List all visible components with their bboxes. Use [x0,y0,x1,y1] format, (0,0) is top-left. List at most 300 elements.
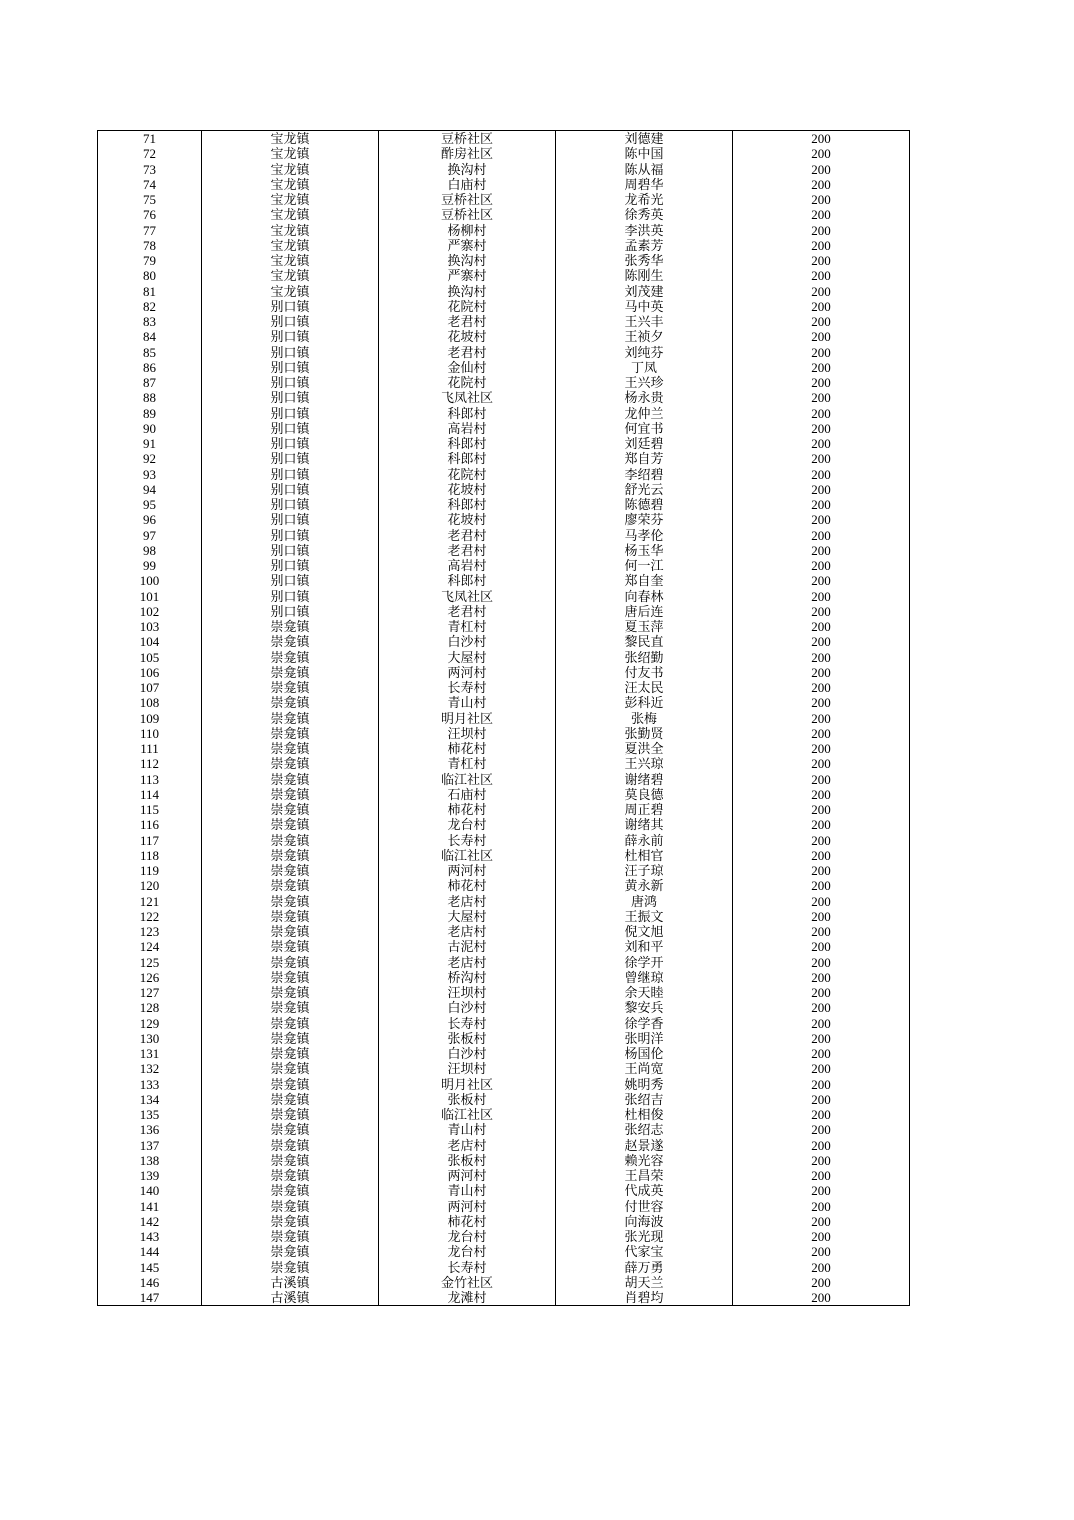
row-number-cell: 110 [98,726,202,741]
name-cell: 陈刚生 [556,268,733,283]
town-cell: 别口镇 [202,421,379,436]
amount-cell: 200 [733,619,910,634]
table-row [98,238,910,253]
name-cell: 何宜书 [556,421,733,436]
row-number-cell: 92 [98,451,202,466]
name-cell: 薛万勇 [556,1260,733,1275]
village-cell: 科郎村 [379,436,556,451]
town-cell: 崇龛镇 [202,1077,379,1092]
table-row [98,833,910,848]
table-row [98,726,910,741]
table-row [98,345,910,360]
village-cell: 老君村 [379,604,556,619]
town-cell: 崇龛镇 [202,970,379,985]
town-cell: 别口镇 [202,345,379,360]
table-row [98,497,910,512]
village-cell: 青山村 [379,695,556,710]
village-cell: 两河村 [379,665,556,680]
village-cell: 汪坝村 [379,985,556,1000]
amount-cell: 200 [733,131,910,147]
town-cell: 别口镇 [202,604,379,619]
town-cell: 崇龛镇 [202,878,379,893]
row-number-cell: 128 [98,1000,202,1015]
row-number-cell: 103 [98,619,202,634]
amount-cell: 200 [733,1077,910,1092]
amount-cell: 200 [733,1153,910,1168]
amount-cell: 200 [733,939,910,954]
town-cell: 崇龛镇 [202,985,379,1000]
town-cell: 崇龛镇 [202,787,379,802]
town-cell: 崇龛镇 [202,619,379,634]
town-cell: 宝龙镇 [202,284,379,299]
amount-cell: 200 [733,589,910,604]
table-row [98,741,910,756]
amount-cell: 200 [733,1092,910,1107]
amount-cell: 200 [733,1229,910,1244]
name-cell: 莫良德 [556,787,733,802]
row-number-cell: 78 [98,238,202,253]
name-cell: 张绍志 [556,1122,733,1137]
name-cell: 王尚宽 [556,1061,733,1076]
village-cell: 金竹社区 [379,1275,556,1290]
village-cell: 青山村 [379,1122,556,1137]
village-cell: 大屋村 [379,909,556,924]
name-cell: 张明洋 [556,1031,733,1046]
table-row [98,1016,910,1031]
name-cell: 徐秀英 [556,207,733,222]
table-row [98,406,910,421]
row-number-cell: 140 [98,1183,202,1198]
row-number-cell: 74 [98,177,202,192]
amount-cell: 200 [733,345,910,360]
table-row [98,1077,910,1092]
table-row [98,162,910,177]
amount-cell: 200 [733,650,910,665]
row-number-cell: 144 [98,1244,202,1259]
name-cell: 陈从福 [556,162,733,177]
row-number-cell: 146 [98,1275,202,1290]
name-cell: 夏洪全 [556,741,733,756]
amount-cell: 200 [733,146,910,161]
town-cell: 别口镇 [202,390,379,405]
name-cell: 龙仲兰 [556,406,733,421]
town-cell: 崇龛镇 [202,634,379,649]
village-cell: 明月社区 [379,711,556,726]
village-cell: 花院村 [379,467,556,482]
amount-cell: 200 [733,1138,910,1153]
name-cell: 杜相官 [556,848,733,863]
row-number-cell: 137 [98,1138,202,1153]
town-cell: 崇龛镇 [202,833,379,848]
name-cell: 张绍勤 [556,650,733,665]
table-row [98,1244,910,1259]
row-number-cell: 91 [98,436,202,451]
name-cell: 王振文 [556,909,733,924]
name-cell: 马中英 [556,299,733,314]
row-number-cell: 147 [98,1290,202,1306]
row-number-cell: 88 [98,390,202,405]
row-number-cell: 135 [98,1107,202,1122]
name-cell: 张光现 [556,1229,733,1244]
row-number-cell: 95 [98,497,202,512]
row-number-cell: 120 [98,878,202,893]
table-row [98,146,910,161]
amount-cell: 200 [733,985,910,1000]
town-cell: 别口镇 [202,451,379,466]
row-number-cell: 84 [98,329,202,344]
town-cell: 别口镇 [202,375,379,390]
village-cell: 汪坝村 [379,1061,556,1076]
table-row [98,711,910,726]
town-cell: 崇龛镇 [202,1183,379,1198]
amount-cell: 200 [733,1031,910,1046]
village-cell: 老君村 [379,314,556,329]
row-number-cell: 143 [98,1229,202,1244]
name-cell: 杨玉华 [556,543,733,558]
name-cell: 王兴丰 [556,314,733,329]
village-cell: 老君村 [379,543,556,558]
row-number-cell: 104 [98,634,202,649]
town-cell: 宝龙镇 [202,207,379,222]
table-row [98,1138,910,1153]
name-cell: 夏玉萍 [556,619,733,634]
village-cell: 青杠村 [379,619,556,634]
town-cell: 崇龛镇 [202,650,379,665]
amount-cell: 200 [733,772,910,787]
table-row [98,650,910,665]
row-number-cell: 133 [98,1077,202,1092]
town-cell: 宝龙镇 [202,253,379,268]
name-cell: 黎民直 [556,634,733,649]
table-row [98,772,910,787]
name-cell: 肖碧均 [556,1290,733,1306]
row-number-cell: 132 [98,1061,202,1076]
table-row [98,1092,910,1107]
town-cell: 崇龛镇 [202,1061,379,1076]
village-cell: 汪坝村 [379,726,556,741]
town-cell: 宝龙镇 [202,192,379,207]
amount-cell: 200 [733,390,910,405]
row-number-cell: 113 [98,772,202,787]
row-number-cell: 134 [98,1092,202,1107]
name-cell: 向春林 [556,589,733,604]
name-cell: 薛永前 [556,833,733,848]
village-cell: 换沟村 [379,162,556,177]
amount-cell: 200 [733,512,910,527]
amount-cell: 200 [733,665,910,680]
amount-cell: 200 [733,482,910,497]
row-number-cell: 81 [98,284,202,299]
table-row [98,1183,910,1198]
village-cell: 长寿村 [379,833,556,848]
row-number-cell: 112 [98,756,202,771]
village-cell: 长寿村 [379,680,556,695]
table-row [98,314,910,329]
town-cell: 宝龙镇 [202,177,379,192]
village-cell: 柿花村 [379,878,556,893]
amount-cell: 200 [733,406,910,421]
amount-cell: 200 [733,497,910,512]
village-cell: 古泥村 [379,939,556,954]
amount-cell: 200 [733,726,910,741]
name-cell: 代家宝 [556,1244,733,1259]
table-row [98,619,910,634]
amount-cell: 200 [733,528,910,543]
village-cell: 青杠村 [379,756,556,771]
village-cell: 科郎村 [379,573,556,588]
name-cell: 刘德建 [556,131,733,147]
table-row [98,802,910,817]
amount-cell: 200 [733,162,910,177]
village-cell: 严寨村 [379,238,556,253]
town-cell: 崇龛镇 [202,955,379,970]
amount-cell: 200 [733,284,910,299]
row-number-cell: 136 [98,1122,202,1137]
table-row [98,970,910,985]
village-cell: 长寿村 [379,1016,556,1031]
village-cell: 两河村 [379,1199,556,1214]
amount-cell: 200 [733,955,910,970]
amount-cell: 200 [733,970,910,985]
village-cell: 大屋村 [379,650,556,665]
table-row [98,787,910,802]
amount-cell: 200 [733,711,910,726]
name-cell: 徐学香 [556,1016,733,1031]
row-number-cell: 122 [98,909,202,924]
table-row [98,1199,910,1214]
name-cell: 周正碧 [556,802,733,817]
table-row [98,1046,910,1061]
village-cell: 白庙村 [379,177,556,192]
name-cell: 黄永新 [556,878,733,893]
amount-cell: 200 [733,467,910,482]
row-number-cell: 107 [98,680,202,695]
table-row [98,1107,910,1122]
town-cell: 古溪镇 [202,1290,379,1306]
village-cell: 张板村 [379,1031,556,1046]
town-cell: 崇龛镇 [202,894,379,909]
row-number-cell: 80 [98,268,202,283]
town-cell: 崇龛镇 [202,1229,379,1244]
village-cell: 桥沟村 [379,970,556,985]
town-cell: 崇龛镇 [202,680,379,695]
row-number-cell: 129 [98,1016,202,1031]
amount-cell: 200 [733,451,910,466]
amount-cell: 200 [733,192,910,207]
amount-cell: 200 [733,543,910,558]
row-number-cell: 85 [98,345,202,360]
village-cell: 白沙村 [379,634,556,649]
table-body [98,131,910,1306]
village-cell: 酢房社区 [379,146,556,161]
row-number-cell: 125 [98,955,202,970]
table-row [98,1214,910,1229]
village-cell: 老店村 [379,894,556,909]
village-cell: 严寨村 [379,268,556,283]
name-cell: 付友书 [556,665,733,680]
table-row [98,680,910,695]
village-cell: 两河村 [379,1168,556,1183]
town-cell: 崇龛镇 [202,1138,379,1153]
row-number-cell: 87 [98,375,202,390]
row-number-cell: 118 [98,848,202,863]
row-number-cell: 124 [98,939,202,954]
amount-cell: 200 [733,924,910,939]
village-cell: 龙台村 [379,1244,556,1259]
row-number-cell: 101 [98,589,202,604]
town-cell: 崇龛镇 [202,1122,379,1137]
name-cell: 廖荣芬 [556,512,733,527]
town-cell: 崇龛镇 [202,756,379,771]
table-row [98,634,910,649]
village-cell: 老店村 [379,955,556,970]
row-number-cell: 90 [98,421,202,436]
table-row [98,909,910,924]
amount-cell: 200 [733,1244,910,1259]
village-cell: 张板村 [379,1092,556,1107]
village-cell: 换沟村 [379,284,556,299]
amount-cell: 200 [733,1046,910,1061]
amount-cell: 200 [733,878,910,893]
name-cell: 赖光容 [556,1153,733,1168]
name-cell: 王祯夕 [556,329,733,344]
town-cell: 崇龛镇 [202,1107,379,1122]
town-cell: 宝龙镇 [202,238,379,253]
table-row [98,360,910,375]
row-number-cell: 100 [98,573,202,588]
row-number-cell: 93 [98,467,202,482]
town-cell: 宝龙镇 [202,223,379,238]
village-cell: 老君村 [379,345,556,360]
name-cell: 张秀华 [556,253,733,268]
name-cell: 彭科近 [556,695,733,710]
name-cell: 倪文旭 [556,924,733,939]
name-cell: 汪太民 [556,680,733,695]
village-cell: 豆桥社区 [379,131,556,147]
amount-cell: 200 [733,1260,910,1275]
town-cell: 别口镇 [202,589,379,604]
town-cell: 宝龙镇 [202,162,379,177]
town-cell: 宝龙镇 [202,146,379,161]
town-cell: 崇龛镇 [202,1244,379,1259]
name-cell: 李绍碧 [556,467,733,482]
amount-cell: 200 [733,558,910,573]
row-number-cell: 123 [98,924,202,939]
table-row [98,955,910,970]
table-row [98,817,910,832]
village-cell: 临江社区 [379,1107,556,1122]
amount-cell: 200 [733,802,910,817]
amount-cell: 200 [733,207,910,222]
table-row [98,985,910,1000]
town-cell: 别口镇 [202,436,379,451]
town-cell: 别口镇 [202,512,379,527]
amount-cell: 200 [733,848,910,863]
amount-cell: 200 [733,299,910,314]
table-row [98,1000,910,1015]
name-cell: 刘纯芬 [556,345,733,360]
table-row [98,436,910,451]
amount-cell: 200 [733,787,910,802]
row-number-cell: 86 [98,360,202,375]
town-cell: 别口镇 [202,482,379,497]
town-cell: 别口镇 [202,299,379,314]
row-number-cell: 89 [98,406,202,421]
table-row [98,268,910,283]
town-cell: 别口镇 [202,573,379,588]
town-cell: 崇龛镇 [202,863,379,878]
amount-cell: 200 [733,909,910,924]
amount-cell: 200 [733,329,910,344]
town-cell: 别口镇 [202,467,379,482]
village-cell: 临江社区 [379,772,556,787]
name-cell: 陈德碧 [556,497,733,512]
amount-cell: 200 [733,1275,910,1290]
town-cell: 崇龛镇 [202,939,379,954]
table-row [98,1290,910,1306]
table-row [98,863,910,878]
amount-cell: 200 [733,421,910,436]
town-cell: 别口镇 [202,329,379,344]
table-row [98,589,910,604]
beneficiary-table [97,130,910,1306]
amount-cell: 200 [733,1214,910,1229]
row-number-cell: 72 [98,146,202,161]
row-number-cell: 138 [98,1153,202,1168]
table-row [98,451,910,466]
name-cell: 张梅 [556,711,733,726]
name-cell: 向海波 [556,1214,733,1229]
amount-cell: 200 [733,177,910,192]
name-cell: 杨永贵 [556,390,733,405]
town-cell: 崇龛镇 [202,1214,379,1229]
row-number-cell: 117 [98,833,202,848]
village-cell: 花坡村 [379,512,556,527]
name-cell: 唐鸿 [556,894,733,909]
row-number-cell: 82 [98,299,202,314]
table-row [98,1061,910,1076]
row-number-cell: 96 [98,512,202,527]
row-number-cell: 99 [98,558,202,573]
town-cell: 崇龛镇 [202,1260,379,1275]
name-cell: 唐后连 [556,604,733,619]
village-cell: 老君村 [379,528,556,543]
table-row [98,512,910,527]
row-number-cell: 126 [98,970,202,985]
town-cell: 崇龛镇 [202,1031,379,1046]
name-cell: 黎安兵 [556,1000,733,1015]
row-number-cell: 71 [98,131,202,147]
village-cell: 科郎村 [379,497,556,512]
town-cell: 崇龛镇 [202,1199,379,1214]
amount-cell: 200 [733,1000,910,1015]
table-row [98,878,910,893]
row-number-cell: 119 [98,863,202,878]
table-row [98,528,910,543]
name-cell: 张勤贤 [556,726,733,741]
amount-cell: 200 [733,634,910,649]
village-cell: 张板村 [379,1153,556,1168]
row-number-cell: 77 [98,223,202,238]
village-cell: 石庙村 [379,787,556,802]
amount-cell: 200 [733,817,910,832]
amount-cell: 200 [733,1290,910,1306]
row-number-cell: 109 [98,711,202,726]
town-cell: 崇龛镇 [202,909,379,924]
town-cell: 崇龛镇 [202,772,379,787]
table-row [98,375,910,390]
village-cell: 柿花村 [379,741,556,756]
